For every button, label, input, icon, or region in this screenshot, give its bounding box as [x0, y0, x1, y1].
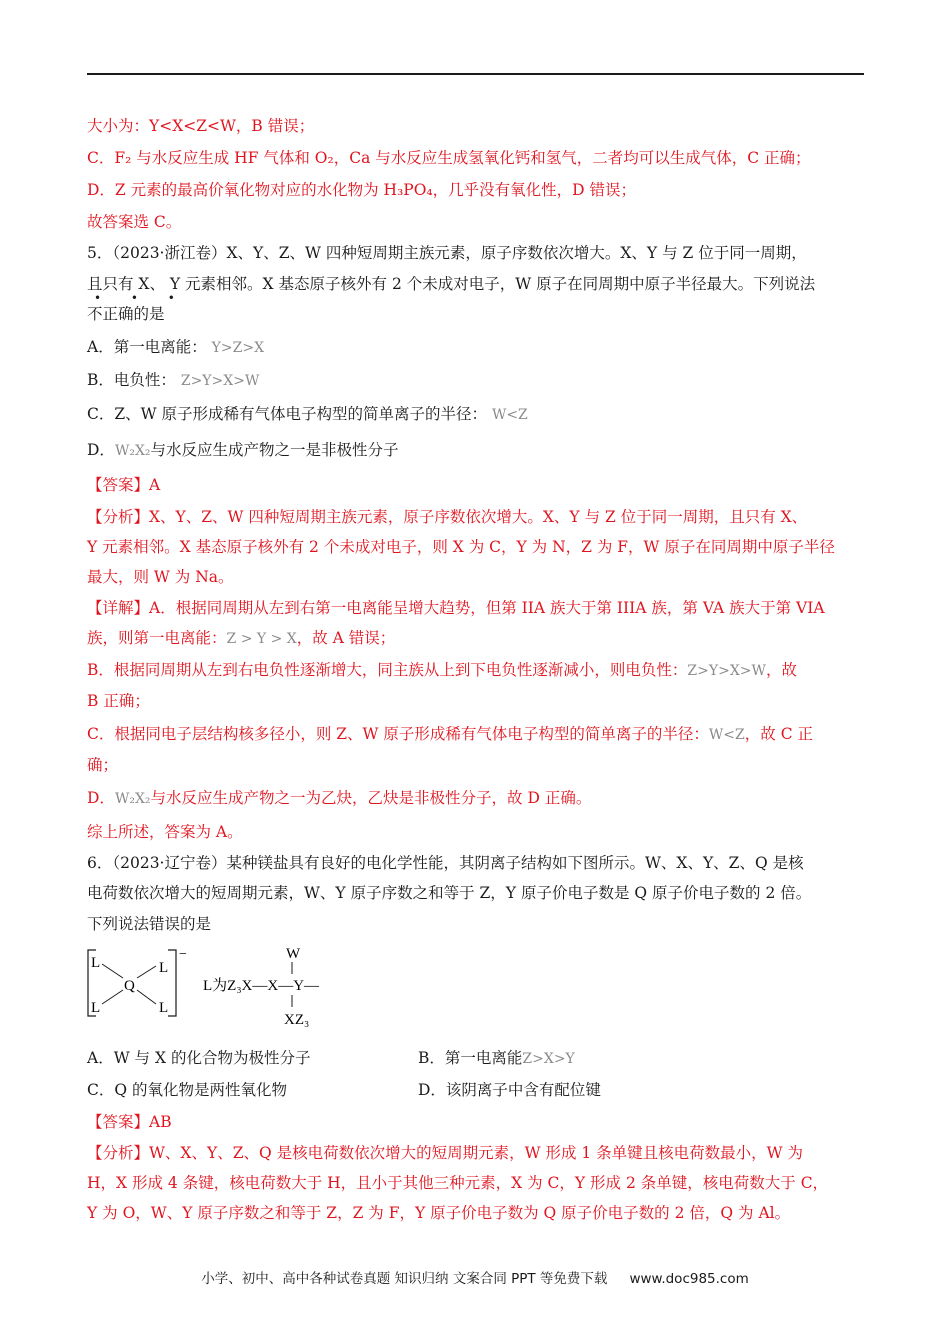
bracket-right — [168, 950, 176, 1016]
detail-text: B．根据同周期从左到右电负性逐渐增大，同主族从上到下电负性逐渐减小，则电负性： — [87, 661, 688, 679]
detail-text: 族，则第一电离能： — [87, 629, 227, 647]
q5-detail: B 正确； — [87, 692, 150, 710]
math-expr: Z > Y > X — [226, 631, 297, 647]
ligand-l: L — [91, 955, 101, 971]
footer-text: 小学、初中、高中各种试卷真题 知识归纳 文案合同 PPT 等免费下载 — [201, 1271, 608, 1287]
option-text: B．第一电离能 — [418, 1049, 523, 1067]
q5-stem: 且只有 X、 Y 元素相邻。X 基态原子核外有 2 个未成对电子，W 原子在同周期中原子半径最大。下列说法 — [87, 275, 816, 293]
option-text: 与水反应生成产物之一是非极性分子 — [150, 441, 399, 459]
q6-option-d: D．该阴离子中含有配位键 — [418, 1081, 601, 1099]
math-expr: Z>X>Y — [522, 1051, 575, 1067]
q6-stem: 6．（2023·辽宁卷）某种镁盐具有良好的电化学性能，其阴离子结构如下图所示。W、X、Y、Z、Q 是核 — [87, 854, 804, 872]
q6-answer: 【答案】AB — [87, 1113, 172, 1131]
ligand-l: L — [159, 960, 169, 976]
option-text: D． — [87, 441, 115, 459]
math-expr: Z>Y>X>W — [180, 373, 260, 389]
q5-detail: 【详解】A．根据同周期从左到右第一电离能呈增大趋势，但第 IIA 族大于第 IIIA 族，第 VA 族大于第 VIA — [87, 599, 825, 617]
option-text: B．电负性： — [87, 371, 176, 389]
q5-option-a — [87, 337, 264, 358]
bond — [137, 990, 156, 1004]
option-text: A．第一电离能： — [87, 338, 207, 356]
charge-label: − — [179, 947, 187, 962]
math-expr: Y>Z>X — [211, 340, 265, 356]
q6-option-a: A．W 与 X 的化合物为极性分子 — [87, 1049, 311, 1067]
ligand-l: L — [159, 1000, 169, 1016]
math-expr: W<Z — [708, 727, 745, 743]
q5-analysis: 【分析】X、Y、Z、W 四种短周期主族元素，原子序数依次增大。X、Y 与 Z 位于同一周期，且只有 X、 — [87, 508, 808, 526]
math-expr: W₂X₂ — [114, 791, 151, 807]
detail-text: D． — [87, 789, 115, 807]
math-expr: Z>Y>X>W — [687, 663, 766, 679]
detail-text: ，故 C 正 — [744, 725, 813, 743]
anion-structure-diagram — [82, 940, 372, 1030]
text-line: 大小为：Y<X<Z<W，B 错误； — [87, 117, 315, 135]
q5-detail — [87, 724, 813, 745]
q6-option-c: C．Q 的氧化物是两性氧化物 — [87, 1081, 287, 1099]
text-line: 故答案选 C。 — [87, 213, 182, 231]
bond — [102, 964, 123, 978]
q5-detail — [87, 788, 591, 809]
option-text: C．Z、W 原子形成稀有气体电子构型的简单离子的半径： — [87, 405, 487, 423]
q5-option-c — [87, 404, 528, 425]
q5-option-b — [87, 370, 259, 391]
q5-detail — [87, 628, 395, 649]
detail-text: 与水反应生成产物之一为乙炔，乙炔是非极性分子，故 D 正确。 — [150, 789, 592, 807]
math-expr: W₂X₂ — [114, 443, 151, 459]
atom-w: W — [286, 946, 301, 962]
header-rule — [87, 73, 864, 75]
group-xz3: XZ₃ — [284, 1012, 310, 1028]
detail-text: C．根据同电子层结构核多径小，则 Z、W 原子形成稀有气体电子构型的简单离子的半径： — [87, 725, 709, 743]
q6-stem: 下列说法错误的是 — [87, 915, 212, 933]
page-footer — [0, 1267, 950, 1287]
q5-detail: 确； — [87, 756, 119, 774]
emphasis-dots: • • • — [94, 291, 188, 305]
footer-url[interactable]: www.doc985.com — [629, 1271, 749, 1287]
q6-analysis: 【分析】W、X、Y、Z、Q 是核电荷数依次增大的短周期元素，W 形成 1 条单键且核电荷数最小，W 为 — [87, 1144, 804, 1162]
q5-summary: 综上所述，答案为 A。 — [87, 823, 243, 841]
detail-text: ，故 A 错误； — [296, 629, 396, 647]
q5-stem: 不正确的是 — [87, 305, 165, 323]
q6-option-b — [418, 1048, 575, 1069]
q5-stem: 5．（2023·浙江卷）X、Y、Z、W 四种短周期主族元素，原子序数依次增大。X、Y 与 Z 位于同一周期， — [87, 244, 807, 262]
q5-analysis: 最大，则 W 为 Na。 — [87, 568, 234, 586]
q5-detail — [87, 660, 797, 681]
bond — [102, 990, 123, 1004]
text-line: D．Z 元素的最高价氧化物对应的水化物为 H₃PO₄，几乎没有氧化性，D 错误； — [87, 181, 636, 199]
l-definition: L为Z₃X—X—Y— — [203, 978, 320, 994]
ligand-l: L — [91, 1000, 101, 1016]
q5-analysis: Y 元素相邻。X 基态原子核外有 2 个未成对电子，则 X 为 C，Y 为 N，Z 为 F，W 原子在同周期中原子半径 — [87, 538, 835, 556]
bond — [137, 966, 156, 978]
q6-stem: 电荷数依次增大的短周期元素，W、Y 原子序数之和等于 Z，Y 原子价电子数是 Q 原子价电子数的 2 倍。 — [87, 884, 812, 902]
q6-analysis: Y 为 O，W、Y 原子序数之和等于 Z，Z 为 F，Y 原子价电子数为 Q 原子价电子数的 2 倍，Q 为 Al。 — [87, 1204, 791, 1222]
q6-analysis: H，X 形成 4 条键，核电荷数大于 H，且小于其他三种元素，X 为 C，Y 形成 2 条单键，核电荷数大于 C， — [87, 1174, 829, 1192]
math-expr: W<Z — [491, 407, 528, 423]
text-line: C．F₂ 与水反应生成 HF 气体和 O₂，Ca 与水反应生成氢氧化钙和氢气，二者均可以生成气体，C 正确； — [87, 149, 811, 167]
detail-text: ，故 — [765, 661, 797, 679]
q5-answer: 【答案】A — [87, 476, 161, 494]
center-q: Q — [124, 978, 135, 994]
q5-option-d — [87, 440, 399, 461]
